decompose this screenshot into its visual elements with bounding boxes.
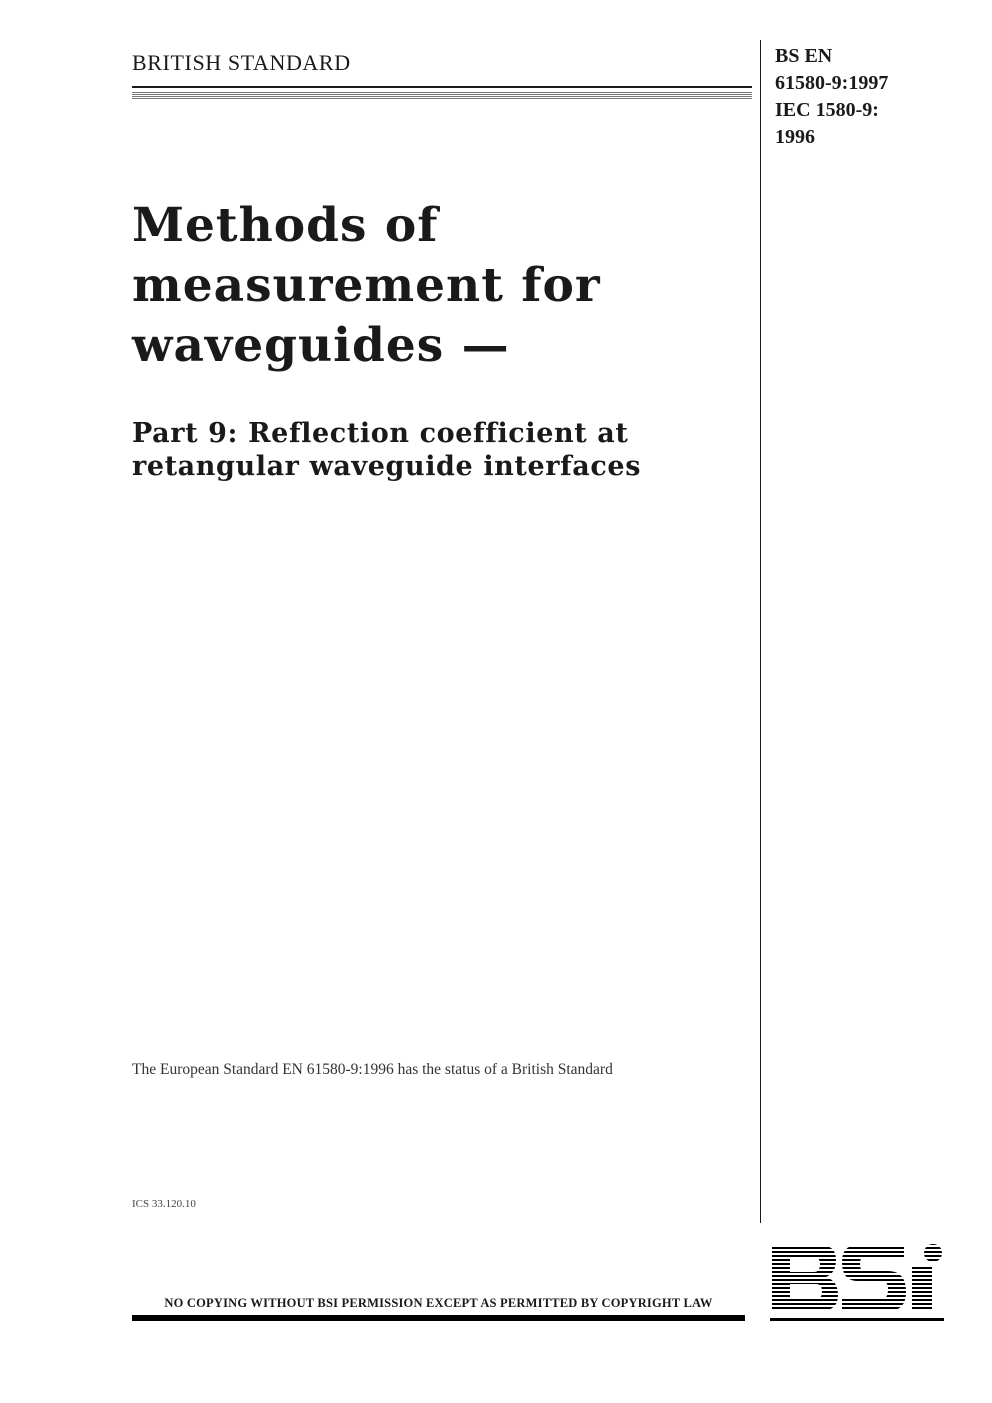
logo-letter-i-dot	[924, 1244, 942, 1262]
document-subtitle	[132, 417, 752, 483]
document-title	[132, 196, 732, 376]
logo-letter-i-stem	[912, 1267, 932, 1311]
series-label: BRITISH STANDARD	[132, 50, 351, 75]
copyright-notice: NO COPYING WITHOUT BSI PERMISSION EXCEPT AS PERMITTED BY COPYRIGHT LAW	[164, 1296, 713, 1310]
footer-rule	[132, 1315, 745, 1321]
ics-code: ICS 33.120.10	[132, 1198, 196, 1210]
title-line: measurement for	[132, 258, 601, 313]
logo-letter-b	[772, 1245, 838, 1311]
logo-letter-s	[842, 1245, 906, 1311]
title-line: waveguides —	[132, 318, 510, 373]
standard-id-line: 1996	[775, 126, 815, 148]
standard-id-line: 61580-9:1997	[775, 72, 889, 94]
subtitle-line: Part 9: Reflection coefficient at	[132, 418, 629, 449]
bsi-logo	[770, 1243, 946, 1313]
title-line: Methods of	[132, 198, 439, 253]
vertical-divider	[760, 40, 761, 1223]
footer-rule-right	[770, 1318, 944, 1321]
header-hatched-rule	[132, 92, 752, 99]
status-note: The European Standard EN 61580-9:1996 has the status of a British Standard	[132, 1061, 613, 1078]
standard-id-block	[775, 43, 975, 151]
standard-id-line: BS EN	[775, 45, 833, 67]
standard-id-line: IEC 1580-9:	[775, 99, 879, 121]
subtitle-line: retangular waveguide interfaces	[132, 451, 642, 482]
header-rule	[132, 86, 752, 88]
